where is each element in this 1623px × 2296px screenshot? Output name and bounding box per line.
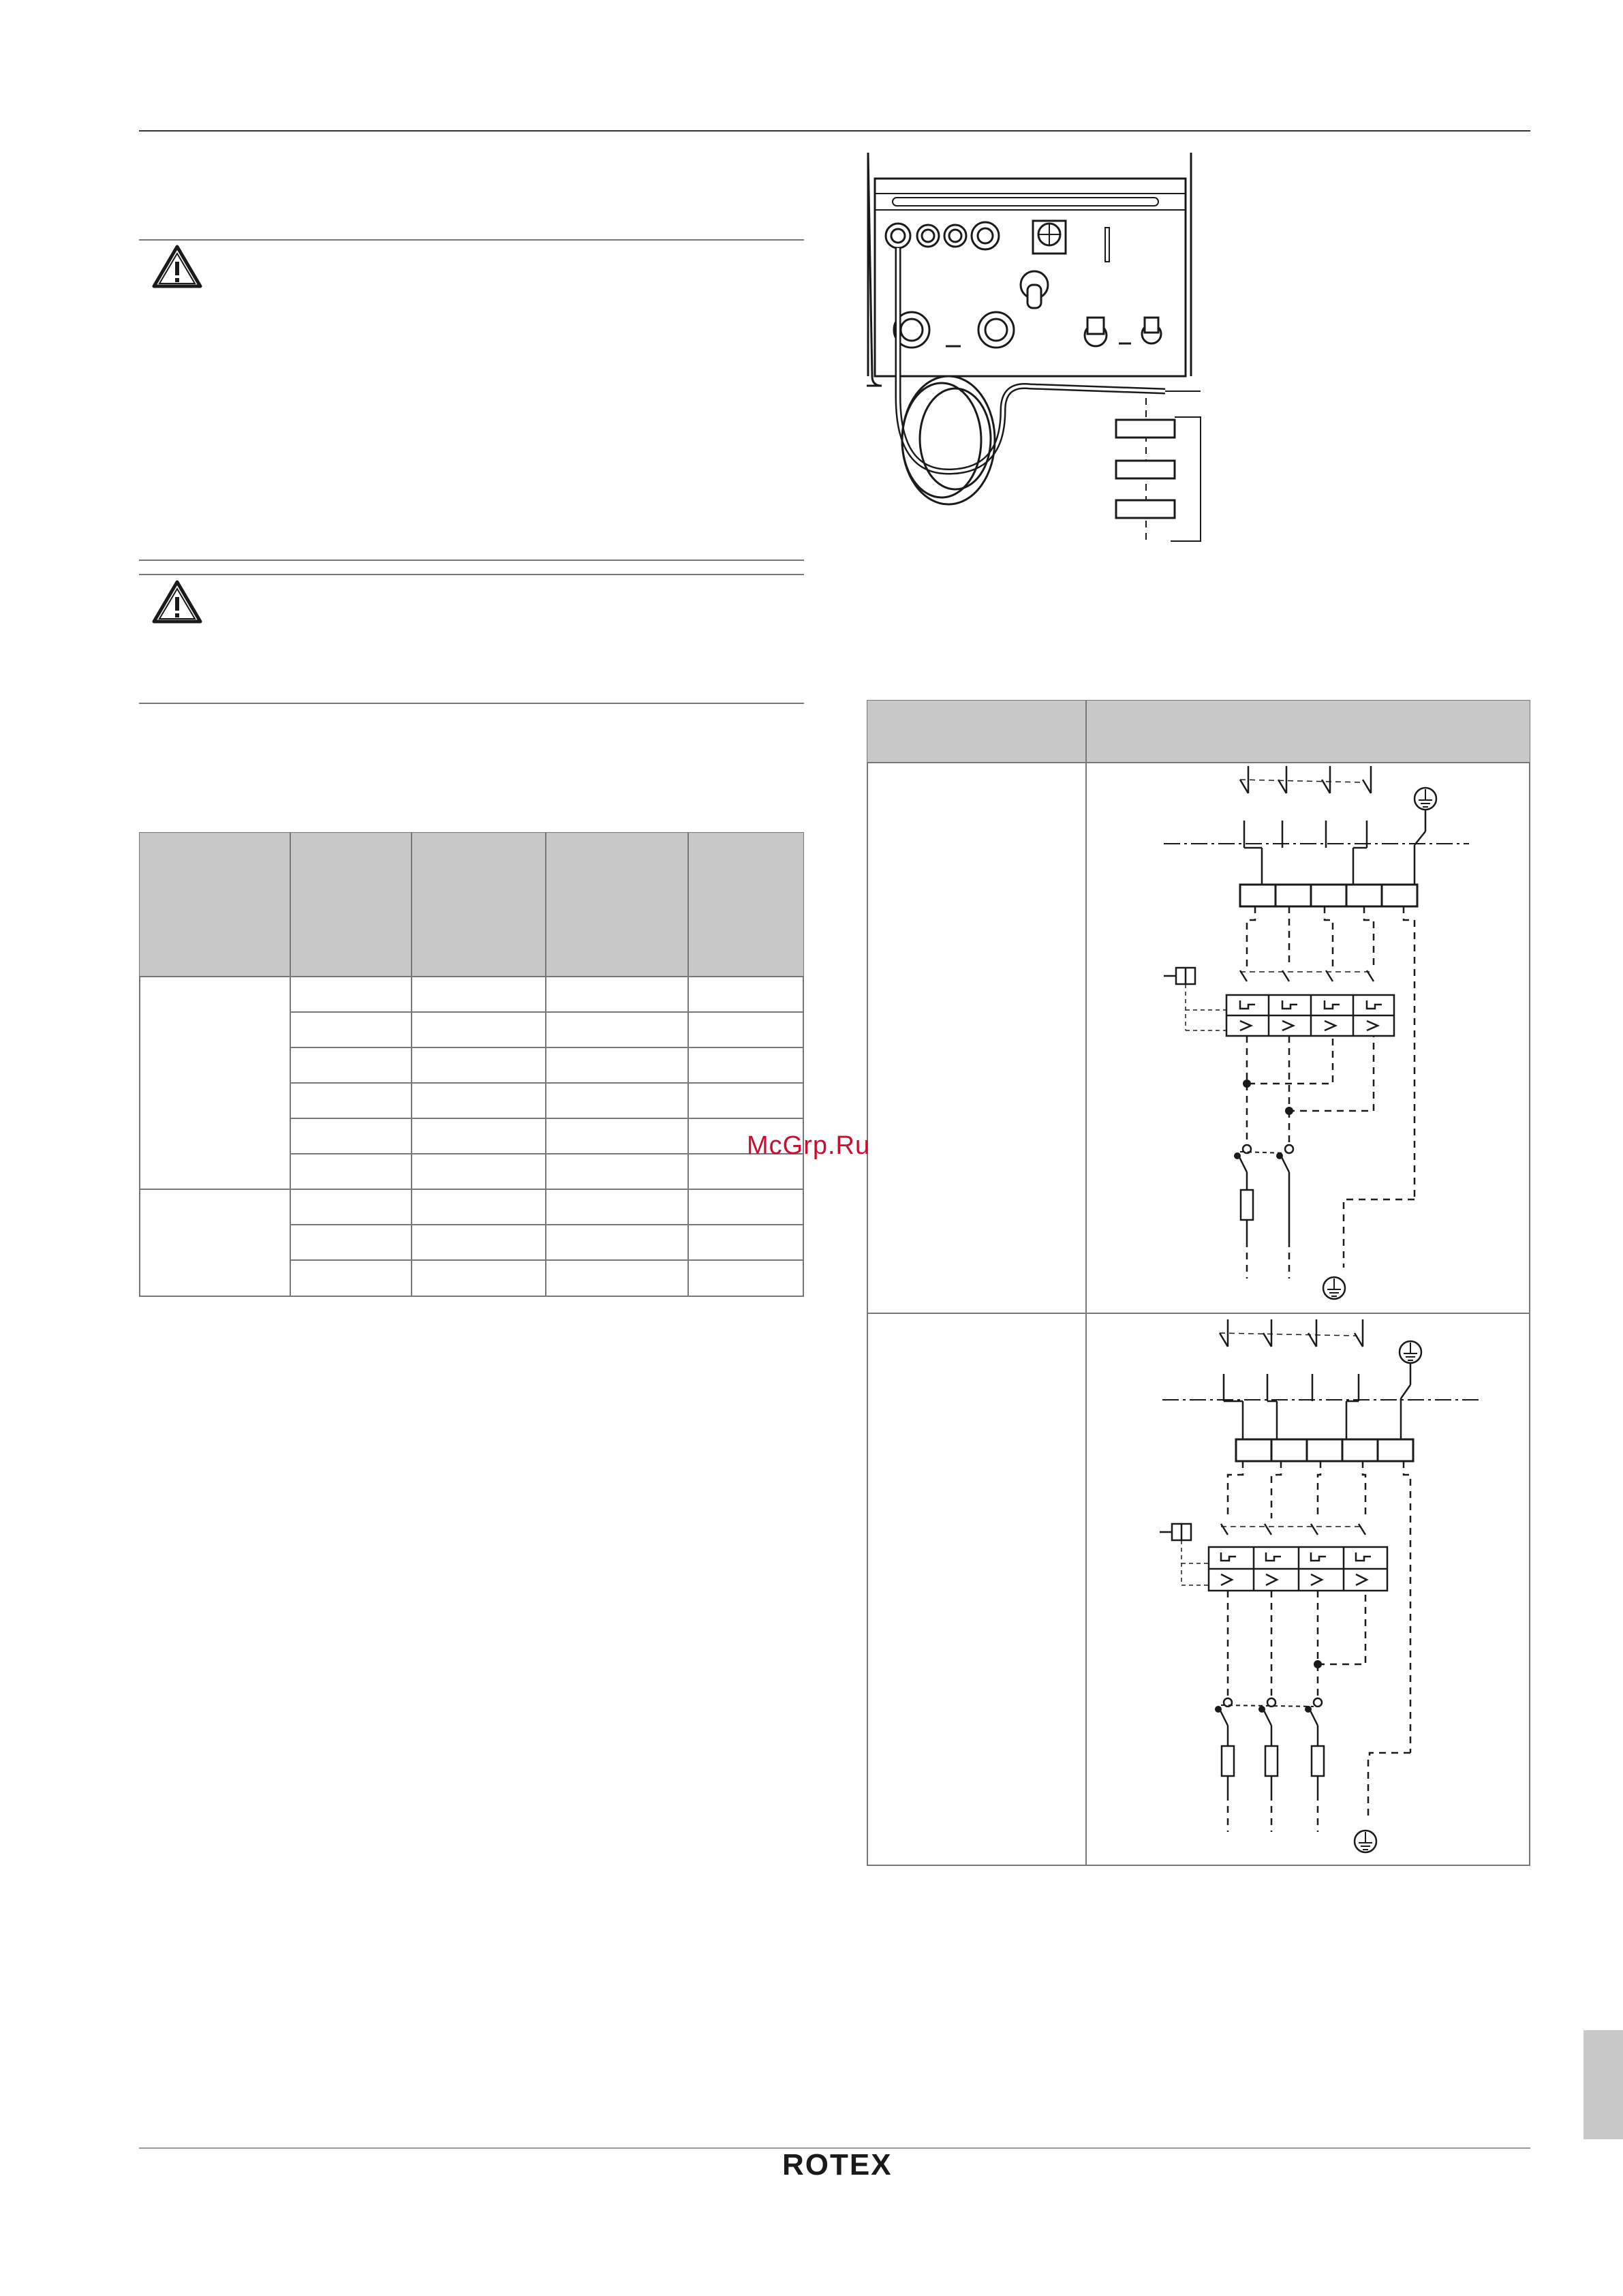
earth-ground-icon xyxy=(1415,788,1436,810)
cable-spec-table-grid xyxy=(139,832,804,1297)
device-connection-illustration xyxy=(860,151,1207,553)
earth-ground-icon xyxy=(1355,1831,1376,1852)
wiring-diagram-three-phase xyxy=(1151,1317,1492,1862)
header-rule xyxy=(139,130,1530,132)
earth-ground-icon xyxy=(1400,1341,1421,1363)
chapter-side-tab xyxy=(1583,2030,1623,2139)
warning-block-1-bottom-rule xyxy=(139,560,804,561)
wiring-diagram-single-phase xyxy=(1156,763,1483,1308)
warning-block-2-bottom-rule xyxy=(139,703,804,704)
warning-block-2-top-rule xyxy=(139,574,804,575)
warning-block-1-top-rule xyxy=(139,239,804,241)
watermark: McGrp.Ru xyxy=(747,1131,871,1160)
rotex-logo: ROTEX xyxy=(782,2148,893,2182)
warning-triangle-icon xyxy=(151,579,203,624)
cable-spec-table xyxy=(139,832,804,1297)
earth-ground-icon xyxy=(1323,1277,1345,1299)
warning-triangle-icon xyxy=(151,244,203,289)
